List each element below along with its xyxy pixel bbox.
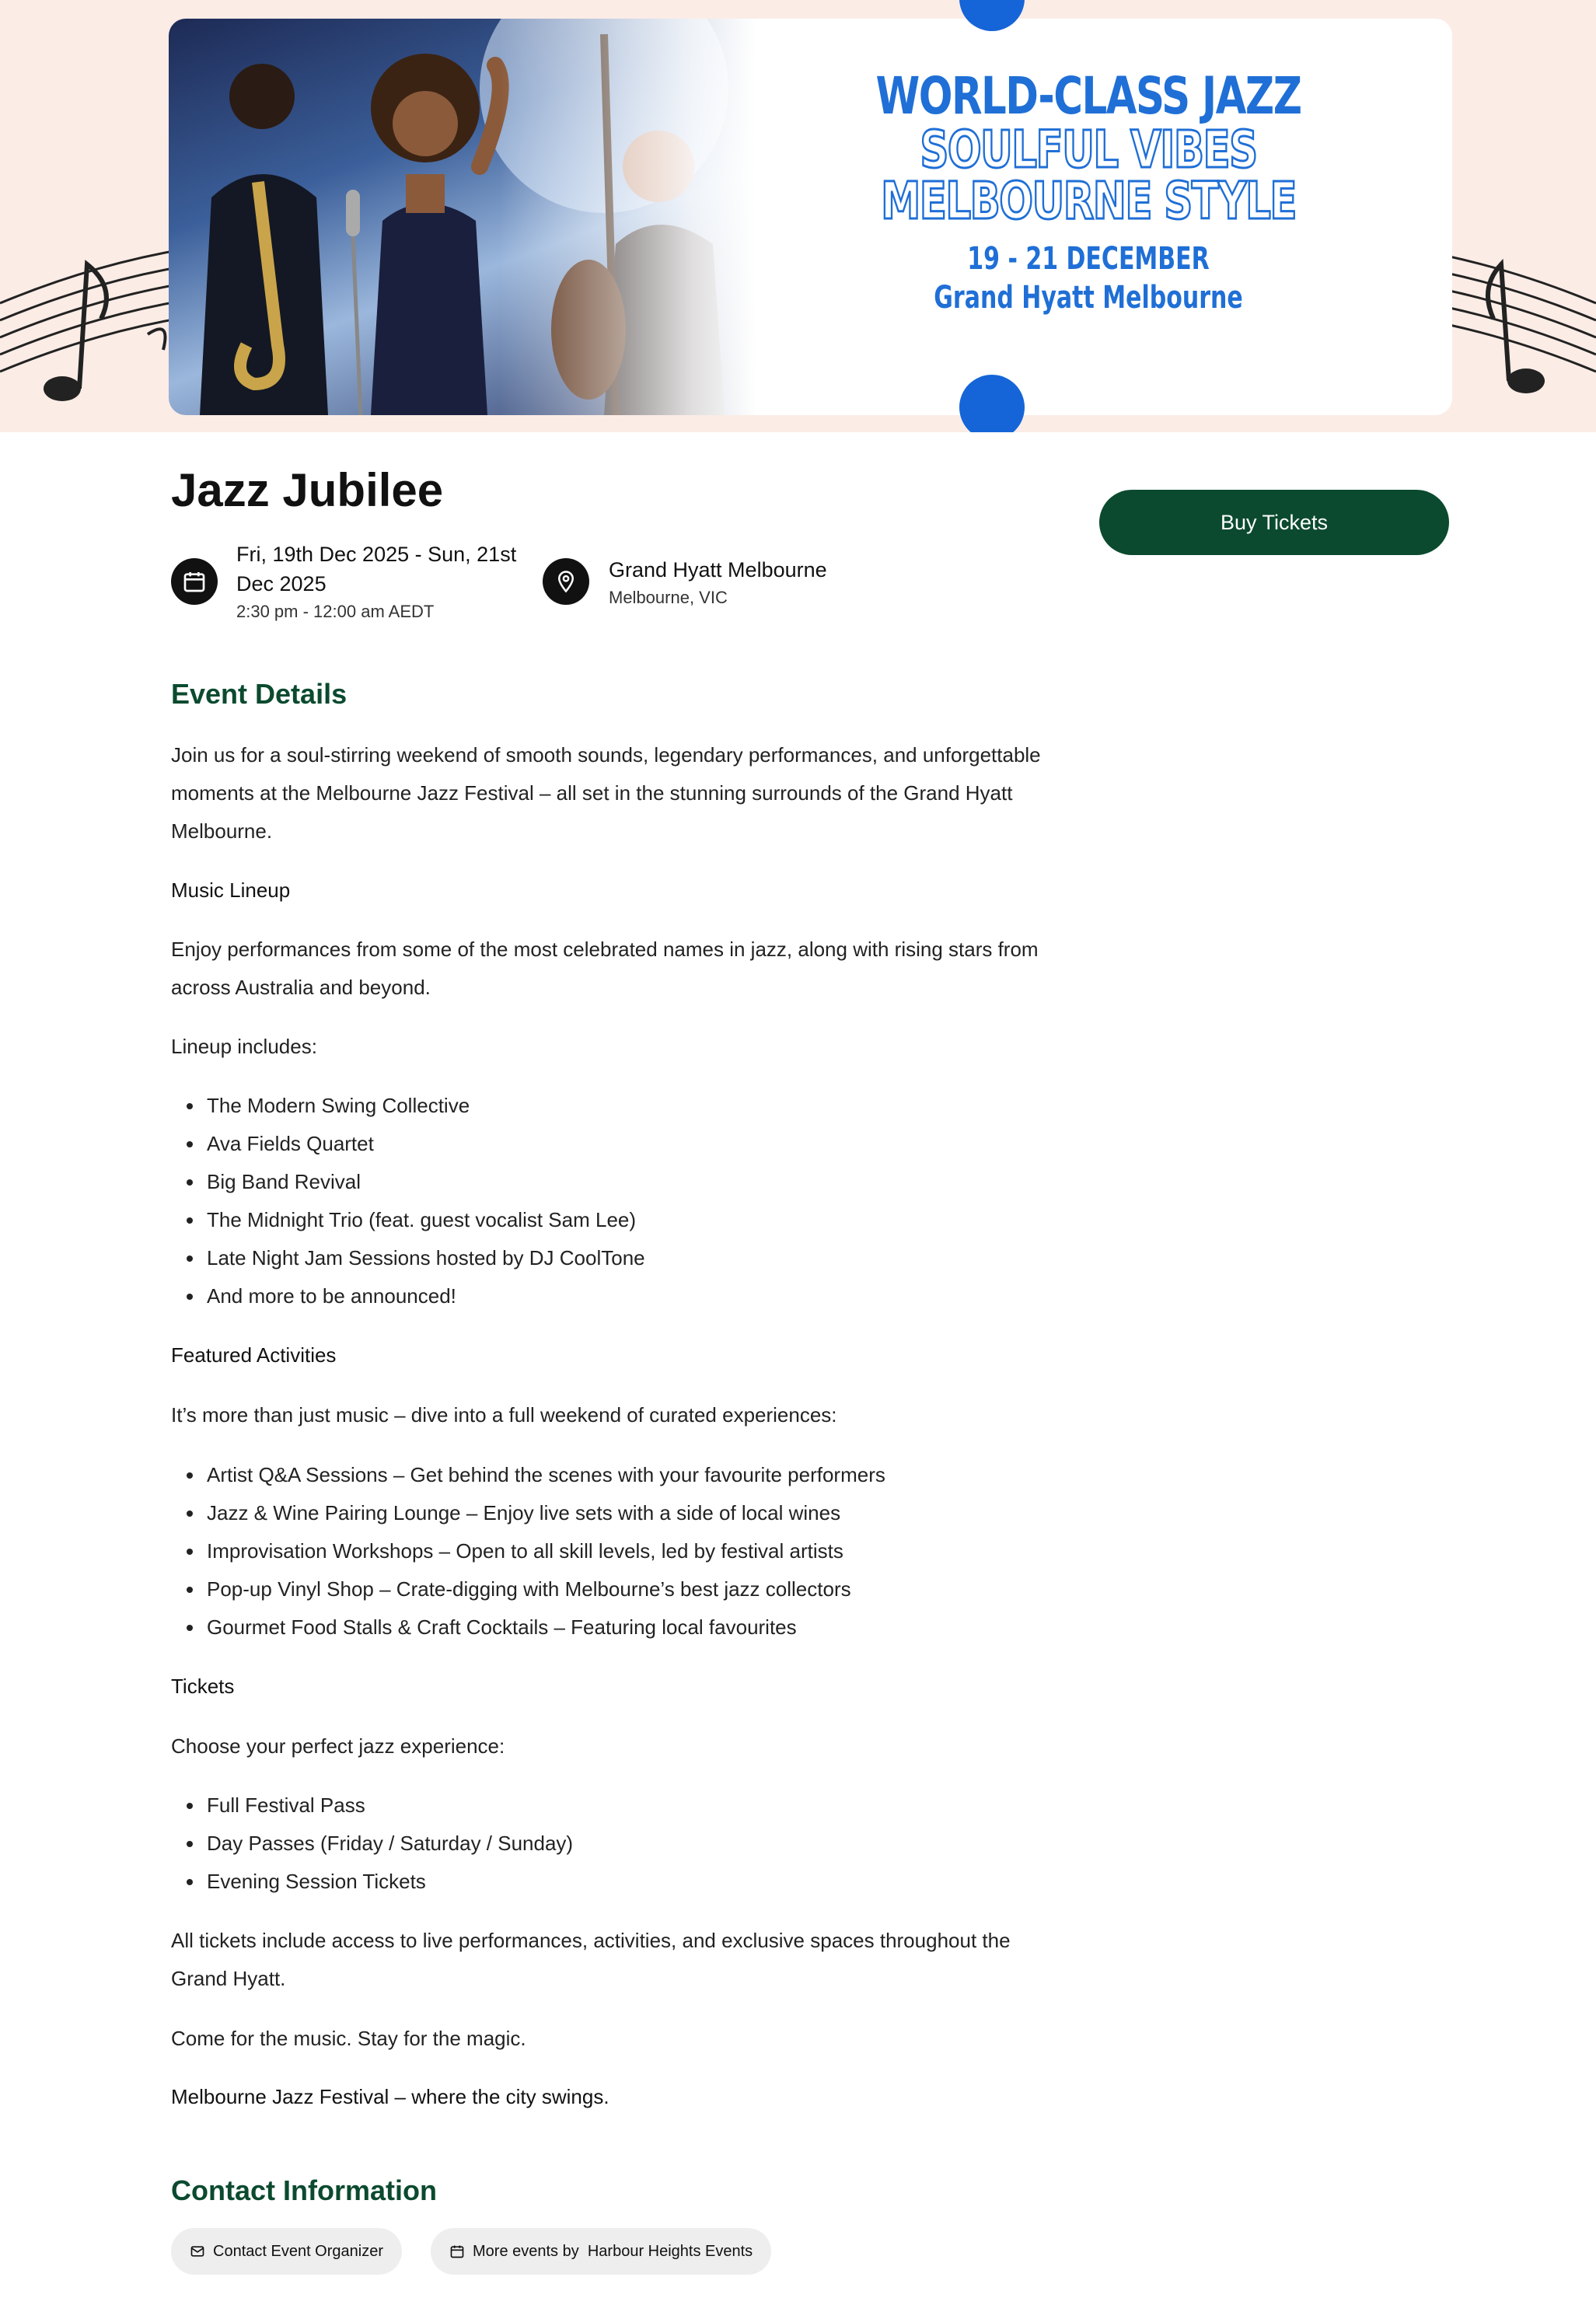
- contact-information-heading: Contact Information: [171, 2174, 437, 2206]
- event-date: Fri, 19th Dec 2025 - Sun, 21st Dec 2025: [236, 543, 517, 595]
- jazz-band-photo: [169, 19, 756, 415]
- tickets-heading: Tickets: [171, 1675, 235, 1698]
- contact-organizer-button[interactable]: [171, 2228, 402, 2275]
- lineup-label: Lineup includes:: [171, 1035, 317, 1058]
- music-intro: Enjoy performances from some of the most celebrated names in jazz, along with rising stars from across Australia and beyond.: [171, 938, 1039, 999]
- hero-line-3: MELBOURNE STYLE: [881, 171, 1296, 231]
- festival-tagline: Melbourne Jazz Festival – where the city swings.: [171, 2085, 609, 2108]
- list-item: Day Passes (Friday / Saturday / Sunday): [187, 1825, 573, 1863]
- closing-line: Come for the music. Stay for the magic.: [171, 2027, 526, 2050]
- lineup-list: [187, 1087, 645, 1315]
- list-item: The Midnight Trio (feat. guest vocalist Sam Lee): [187, 1201, 645, 1239]
- list-item: Pop-up Vinyl Shop – Crate-digging with Melbourne’s best jazz collectors: [187, 1570, 885, 1608]
- event-intro: Join us for a soul-stirring weekend of smooth sounds, legendary performances, and unforgettable moments at the Melbourne Jazz Festival – all set in the stunning surrounds of the Grand Hyatt Melbourne.: [171, 743, 1041, 843]
- hero-venue: Grand Hyatt Melbourne: [934, 280, 1243, 316]
- decor-circle-bottom: [959, 375, 1025, 432]
- venue-name: Grand Hyatt Melbourne: [609, 558, 827, 581]
- activities-list: [187, 1456, 885, 1647]
- list-item: Big Band Revival: [187, 1163, 645, 1201]
- calendar-icon: [171, 558, 218, 605]
- calendar-icon: [449, 2244, 465, 2259]
- venue-city: Melbourne, VIC: [609, 588, 728, 607]
- hero-headline: [746, 68, 1430, 316]
- activities-intro: It’s more than just music – dive into a full weekend of curated experiences:: [171, 1403, 837, 1427]
- event-details-heading: Event Details: [171, 678, 347, 710]
- contact-organizer-label: Contact Event Organizer: [213, 2242, 383, 2260]
- music-lineup-heading: Music Lineup: [171, 878, 291, 902]
- list-item: And more to be announced!: [187, 1277, 645, 1315]
- location-pin-icon: [543, 558, 589, 605]
- hero-dates: 19 - 21 DECEMBER: [967, 241, 1210, 277]
- list-item: Jazz & Wine Pairing Lounge – Enjoy live sets with a side of local wines: [187, 1494, 885, 1532]
- featured-activities-heading: Featured Activities: [171, 1343, 337, 1367]
- tickets-intro: Choose your perfect jazz experience:: [171, 1734, 505, 1758]
- hero-banner: [0, 0, 1596, 432]
- buy-tickets-button[interactable]: Buy Tickets: [1099, 490, 1449, 555]
- tickets-list: [187, 1786, 573, 1901]
- mail-icon: [190, 2244, 205, 2259]
- list-item: Late Night Jam Sessions hosted by DJ CoolTone: [187, 1239, 645, 1277]
- list-item: Improvisation Workshops – Open to all skill levels, led by festival artists: [187, 1532, 885, 1570]
- hero-line-1: WORLD-CLASS JAZZ: [875, 66, 1301, 126]
- list-item: Evening Session Tickets: [187, 1863, 573, 1901]
- list-item: Gourmet Food Stalls & Craft Cocktails – Featuring local favourites: [187, 1608, 885, 1647]
- event-title: Jazz Jubilee: [171, 464, 444, 516]
- list-item: The Modern Swing Collective: [187, 1087, 645, 1125]
- list-item: Full Festival Pass: [187, 1786, 573, 1825]
- hero-line-2: SOULFUL VIBES: [920, 120, 1257, 180]
- music-staff-left-icon: [0, 233, 187, 432]
- more-events-label: More events by Harbour Heights Events: [473, 2242, 753, 2260]
- more-events-button[interactable]: [431, 2228, 771, 2275]
- tickets-note: All tickets include access to live performances, activities, and exclusive spaces throughout the Grand Hyatt.: [171, 1929, 1011, 1990]
- list-item: Artist Q&A Sessions – Get behind the scenes with your favourite performers: [187, 1456, 885, 1494]
- list-item: Ava Fields Quartet: [187, 1125, 645, 1163]
- event-time: 2:30 pm - 12:00 am AEDT: [236, 602, 435, 621]
